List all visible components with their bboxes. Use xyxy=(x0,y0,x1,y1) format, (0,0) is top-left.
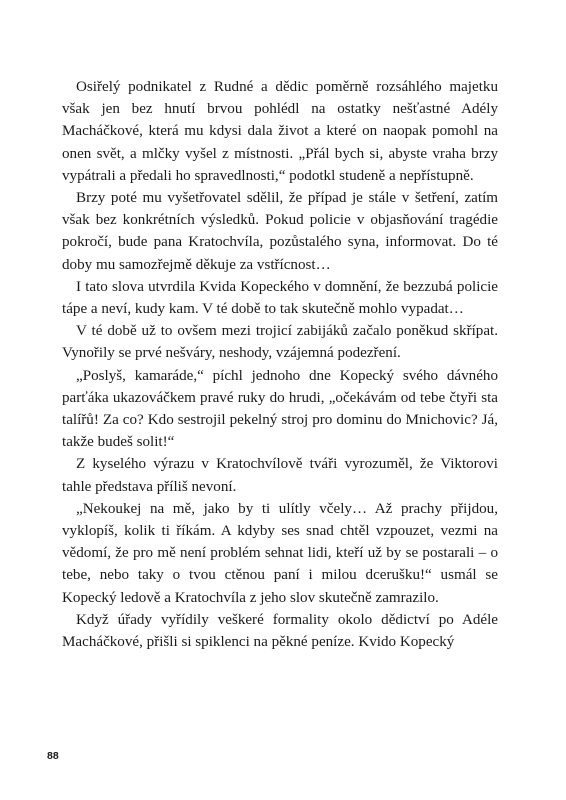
paragraph-5: „Poslyš, kamaráde,“ píchl jednoho dne Kopecký svého dávného parťáka ukazováčkem pravé ruky do hrudi, „očekávám od tebe čtyři sta talířů! Za co? Kdo sestrojil pekelný stroj pro dominu do Mnichovic? Já, takže budeš solit!“ xyxy=(62,367,498,451)
page-number: 88 xyxy=(47,750,59,762)
body-text xyxy=(62,76,498,653)
paragraph-7: „Nekoukej na mě, jako by ti ulítly včely… Až prachy přijdou, vyklopíš, kolik ti říkám. A kdyby ses snad chtěl vzpouzet, vezmi na vědomí, že pro mě není problém sehnat lidi, kteří už by se postarali – o tebe, nebo taky o tvou ctěnou paní i milou dcerušku!“ usmál se Kopecký ledově a Kratochvíla z jeho slov skutečně zamrazilo. xyxy=(62,500,498,606)
paragraph-4: V té době už to ovšem mezi trojicí zabijáků začalo poněkud skřípat. Vynořily se prvé nešváry, neshody, vzájemná podezření. xyxy=(62,323,498,362)
paragraph-3: I tato slova utvrdila Kvida Kopeckého v domnění, že bezzubá policie tápe a neví, kudy kam. V té době to tak skutečně mohlo vypadat… xyxy=(62,278,498,318)
paragraph-2: Brzy poté mu vyšetřovatel sdělil, že případ je stále v šetření, zatím však bez konkrétních výsledků. Pokud policie v objasňování tragédie pokročí, bude pana Kratochvíla, pozůstalého syna, informovat. Do té doby mu samozřejmě děkuje za vstřícnost… xyxy=(62,190,498,273)
paragraph-6: Z kyselého výrazu v Kratochvílově tváři vyrozuměl, že Viktorovi tahle představa příliš nevoní. xyxy=(62,456,498,495)
paragraph-1: Osiřelý podnikatel z Rudné a dědic poměrně rozsáhlého majetku však jen bez hnutí brvou pohlédl na ostatky nešťastné Adély Macháčkové, která mu kdysi dala život a které on naopak pomohl na onen svět, a mlčky vyšel z místnosti. „Přál bych si, abyste vraha brzy vypátrali a předali ho spravedlnosti,“ podotkl studeně a nepřístupně. xyxy=(62,79,498,184)
paragraph-8: Když úřady vyřídily veškeré formality okolo dědictví po Adéle Macháčkové, přišli si spiklenci na pěkné peníze. Kvido Kopecký xyxy=(62,611,498,651)
